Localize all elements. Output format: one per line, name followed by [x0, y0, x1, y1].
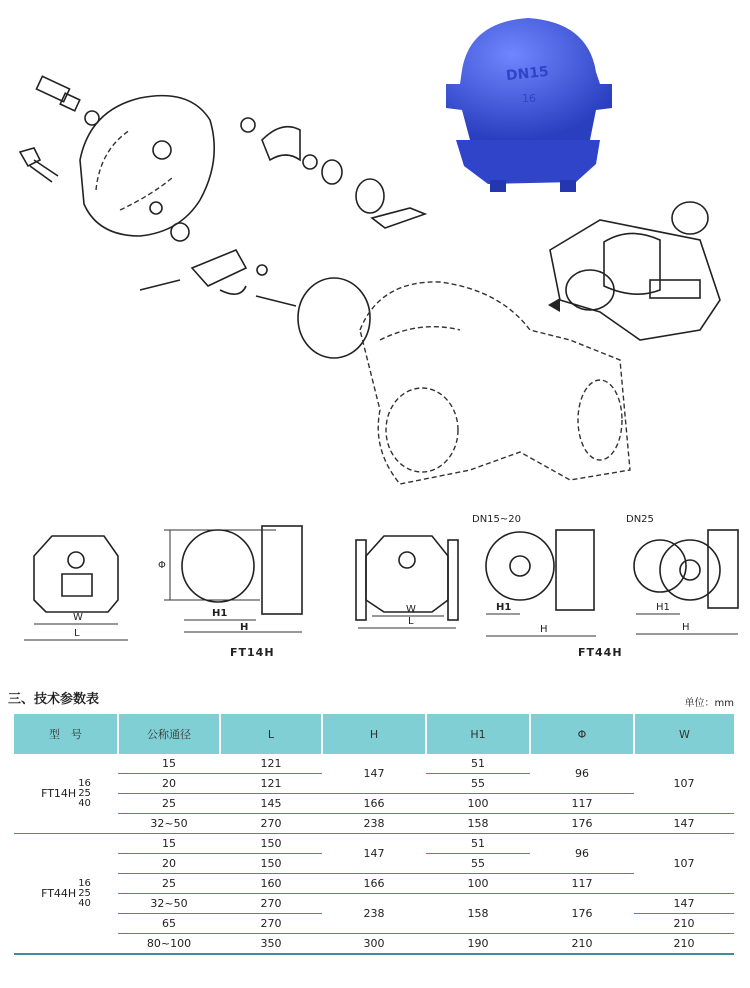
table-row	[14, 934, 734, 955]
ft14h-title: FT14H	[230, 646, 275, 659]
cell-h1: 100	[426, 794, 530, 814]
cell-dn: 25	[118, 874, 220, 894]
ft44h-dim-h1-b: H1	[656, 602, 670, 613]
ft44h-dim-l: L	[408, 616, 414, 627]
cell-h: 147	[322, 754, 426, 794]
cell-dn: 15	[118, 834, 220, 854]
cell-h: 166	[322, 874, 426, 894]
ft44h-dim-h-b: H	[682, 622, 690, 633]
cell-l: 270	[220, 814, 322, 834]
cell-w: 210	[634, 934, 734, 955]
cell-l: 150	[220, 854, 322, 874]
ft44h-dn15-20-view	[486, 530, 596, 636]
cell-phi: 117	[530, 794, 634, 814]
cell-w: 107	[634, 834, 734, 894]
product-label-dn: DN15	[505, 63, 550, 85]
cell-h: 300	[322, 934, 426, 955]
cell-l: 121	[220, 754, 322, 774]
ft44h-dn25-view	[634, 530, 738, 634]
ft44h-dn25-label: DN25	[626, 514, 654, 525]
cell-h1: 158	[426, 814, 530, 834]
cell-l: 150	[220, 834, 322, 854]
cell-h: 147	[322, 834, 426, 874]
unit-label: 单位：mm	[684, 698, 734, 709]
cell-w: 147	[634, 814, 734, 834]
cell-h1: 100	[426, 874, 530, 894]
cell-h1: 51	[426, 754, 530, 774]
ft44h-title: FT44H	[578, 646, 623, 659]
product-label-pn: 16	[522, 92, 536, 105]
cell-dn: 32~50	[118, 894, 220, 914]
table-row	[14, 874, 734, 894]
cell-dn: 15	[118, 754, 220, 774]
pn-list: 16 25 40	[78, 877, 91, 909]
cell-dn: 20	[118, 774, 220, 794]
table-header-row	[14, 714, 734, 754]
cell-h1: 51	[426, 834, 530, 854]
ft44h-dim-w: W	[406, 604, 416, 615]
cell-phi: 210	[530, 934, 634, 955]
model-name: FT44H	[41, 886, 77, 900]
ft44h-dim-h1-a: H1	[496, 602, 512, 613]
ft44h-dn15-20-label: DN15~20	[472, 514, 522, 525]
cell-dn: 65	[118, 914, 220, 934]
cell-phi: 176	[530, 814, 634, 834]
table-row	[14, 814, 734, 834]
ft14h-front-view	[24, 536, 128, 640]
cell-l: 270	[220, 894, 322, 914]
ft14h-dim-phi: Φ	[158, 560, 166, 571]
cell-dn: 20	[118, 854, 220, 874]
cell-phi: 117	[530, 874, 634, 894]
cell-h1: 55	[426, 774, 530, 794]
spec-table	[14, 714, 734, 955]
cell-h: 238	[322, 894, 426, 934]
header-h1: H1	[426, 714, 530, 754]
header-phi: Φ	[530, 714, 634, 754]
header-w: W	[634, 714, 734, 754]
pn-list: 16 25 40	[78, 777, 91, 809]
cell-l: 270	[220, 914, 322, 934]
cell-h: 238	[322, 814, 426, 834]
cell-phi: 176	[530, 894, 634, 934]
cell-h1: 190	[426, 934, 530, 955]
header-model: 型 号	[14, 714, 118, 754]
cell-h1: 158	[426, 894, 530, 934]
table-row	[14, 894, 734, 914]
section-title: 三、技术参数表	[8, 692, 100, 707]
ft44h-dim-h-a: H	[540, 624, 548, 635]
ft14h-dim-w: W	[73, 612, 83, 623]
table-row	[14, 834, 734, 854]
model-cell	[14, 834, 118, 955]
model-name: FT14H	[41, 786, 77, 800]
cell-dn: 32~50	[118, 814, 220, 834]
table-row	[14, 794, 734, 814]
cell-phi: 96	[530, 834, 634, 874]
cell-l: 121	[220, 774, 322, 794]
ft14h-side-view	[164, 526, 302, 632]
cell-h1: 55	[426, 854, 530, 874]
cell-l: 160	[220, 874, 322, 894]
cell-dn: 25	[118, 794, 220, 814]
cell-w: 107	[634, 754, 734, 814]
cell-phi: 96	[530, 754, 634, 794]
header-h: H	[322, 714, 426, 754]
ft14h-dim-h: H	[240, 622, 249, 633]
ft14h-dim-l: L	[74, 628, 80, 639]
cell-l: 350	[220, 934, 322, 955]
cell-w: 210	[634, 914, 734, 934]
cell-l: 145	[220, 794, 322, 814]
ft14h-dim-h1: H1	[212, 608, 228, 619]
header-dn: 公称通径	[118, 714, 220, 754]
model-cell	[14, 754, 118, 834]
cell-dn: 80~100	[118, 934, 220, 955]
cell-w: 147	[634, 894, 734, 914]
cell-h: 166	[322, 794, 426, 814]
table-row	[14, 754, 734, 774]
header-l: L	[220, 714, 322, 754]
